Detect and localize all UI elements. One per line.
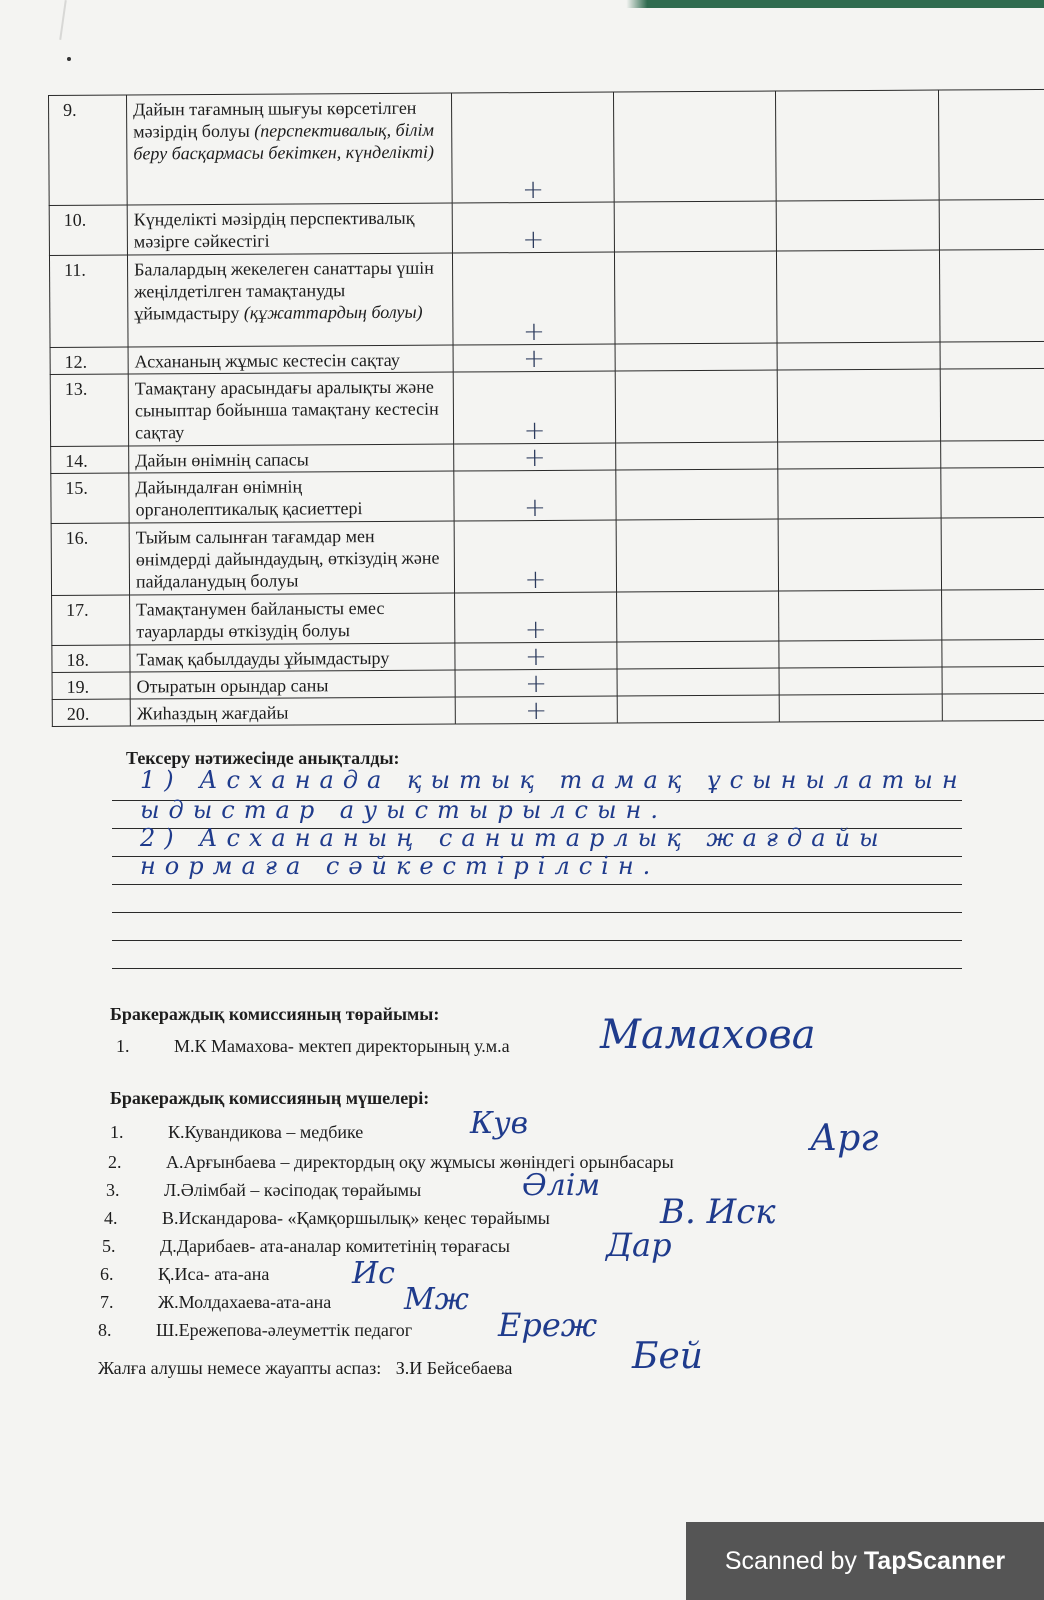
row-criterion <box>130 643 455 672</box>
member-number: 8. <box>98 1320 112 1340</box>
empty-cell <box>941 440 1044 468</box>
criterion-text: Дайын тағамның шығуы көрсетілген мәзірдің болуы <box>133 97 417 142</box>
criterion-note: (құжаттардың болуы) <box>243 301 423 323</box>
member-name: К.Кувандикова – медбике <box>168 1122 364 1142</box>
criterion-text: Асхананың жұмыс кестесін сақтау <box>134 349 400 372</box>
handwritten-finding: 1) Асханада қытық тамақ ұсынылатын <box>140 766 967 794</box>
check-mark: + <box>455 696 617 724</box>
row-number: 20. <box>52 699 130 726</box>
row-number: 18. <box>52 645 130 672</box>
chair-title: Бракераждық комиссияның төрайымы: <box>110 1004 440 1024</box>
criterion-text: Дайындалған өнімнің органолептикалық қасиеттері <box>135 476 363 520</box>
empty-cell <box>938 89 1044 200</box>
empty-cell <box>939 249 1044 342</box>
check-mark: + <box>452 202 614 253</box>
row-number: 9. <box>49 95 128 205</box>
row-number: 14. <box>51 446 129 473</box>
empty-cell <box>779 667 942 695</box>
table-row <box>49 199 1044 255</box>
criterion-text: Тыйым салынған тағамдар мен өнімдерді дайындаудың, өткізудің және пайдаланудың болуы <box>135 526 440 592</box>
check-mark: + <box>453 344 615 372</box>
check-mark: + <box>453 371 615 444</box>
empty-cell <box>942 589 1044 640</box>
empty-cell <box>776 250 940 343</box>
chair-number: 1. <box>116 1036 130 1056</box>
top-green-strip <box>0 0 1044 8</box>
empty-cell <box>615 343 777 371</box>
scanner-prefix: Scanned by <box>724 1547 857 1575</box>
check-mark: + <box>455 642 617 670</box>
empty-cell <box>614 201 776 252</box>
member-name: Ж.Молдахаева-ата-ана <box>158 1292 332 1312</box>
row-criterion <box>130 670 455 699</box>
responsible-line <box>98 1358 512 1379</box>
row-criterion <box>129 521 454 595</box>
member-number: 1. <box>110 1122 124 1142</box>
ruled-line <box>112 968 962 969</box>
empty-cell <box>616 442 778 470</box>
member-signature: Арг <box>810 1118 879 1159</box>
empty-cell <box>942 639 1044 667</box>
empty-cell <box>617 695 779 723</box>
row-criterion <box>129 471 454 523</box>
member-name: Ш.Ережепова-әлеуметтік педагог <box>156 1320 413 1340</box>
row-number: 15. <box>51 473 129 523</box>
check-mark: + <box>451 92 614 203</box>
row-criterion <box>129 444 454 473</box>
row-criterion <box>128 372 453 446</box>
row-criterion <box>127 203 452 255</box>
member-number: 6. <box>100 1264 114 1284</box>
empty-cell <box>775 90 939 201</box>
member-name: Л.Әлімбай – кәсіподақ төрайымы <box>164 1180 422 1200</box>
check-mark: + <box>455 592 617 643</box>
ruled-line <box>112 912 962 913</box>
member-number: 7. <box>100 1292 114 1312</box>
member-signature: Кув <box>470 1106 529 1141</box>
check-mark: + <box>455 669 617 697</box>
empty-cell <box>941 467 1044 518</box>
criterion-text: Жиһаздың жағдайы <box>136 702 289 724</box>
empty-cell <box>778 518 941 591</box>
empty-cell <box>779 640 942 668</box>
criterion-text: Тамақтану арасындағы аралықты және сыныптар бойынша тамақтану кестесін сақтау <box>134 376 439 443</box>
member-signature: Әлім <box>522 1168 601 1203</box>
member-signature: Ереж <box>498 1306 598 1344</box>
checklist-table <box>48 89 1044 727</box>
row-criterion <box>128 345 453 374</box>
row-number: 16. <box>51 523 129 595</box>
member-number: 4. <box>104 1208 118 1228</box>
ruled-line <box>112 940 962 941</box>
table-row <box>50 368 1044 446</box>
empty-cell <box>617 641 779 669</box>
criterion-text: Күнделікті мәзірдің перспективалық мәзірге сәйкестігі <box>133 207 415 252</box>
criterion-text: Балалардың жекелеген санаттары үшін жеңілдетілген тамақтануды ұйымдастыру <box>134 257 434 324</box>
responsible-label: Жалға алушы немесе жауапты аспаз: <box>98 1358 382 1378</box>
row-number: 11. <box>49 255 128 347</box>
row-criterion <box>130 697 455 726</box>
member-signature: Ис <box>352 1256 395 1291</box>
empty-cell <box>939 199 1044 250</box>
check-mark: + <box>452 252 615 345</box>
handwritten-finding: 2) Асхананың санитарлық жағдайы <box>140 824 888 852</box>
member-number: 3. <box>106 1180 120 1200</box>
criterion-text: Отыратын орындар саны <box>136 675 329 697</box>
row-number: 10. <box>49 205 127 255</box>
handwritten-finding: ыдыстар ауыстырылсын. <box>140 796 667 824</box>
empty-cell <box>942 693 1044 721</box>
row-criterion <box>127 253 453 347</box>
empty-cell <box>776 200 939 251</box>
table-row <box>49 249 1044 347</box>
row-criterion <box>127 93 453 205</box>
member-name: А.Арғынбаева – директордың оқу жұмысы жөніндегі орынбасары <box>166 1152 674 1172</box>
empty-cell <box>613 91 776 202</box>
row-number: 13. <box>50 374 128 446</box>
member-number: 2. <box>108 1152 122 1172</box>
empty-cell <box>940 341 1044 369</box>
empty-cell <box>942 666 1044 694</box>
row-number: 12. <box>50 347 128 374</box>
empty-cell <box>940 368 1044 441</box>
empty-cell <box>617 591 779 642</box>
empty-cell <box>777 369 940 442</box>
criterion-text: Дайын өнімнің сапасы <box>135 449 309 471</box>
empty-cell <box>779 694 942 722</box>
scanner-brand: TapScanner <box>863 1547 1006 1575</box>
criterion-text: Тамақ қабылдауды ұйымдастыру <box>136 647 390 670</box>
table-row <box>49 89 1044 205</box>
member-signature: Мж <box>404 1282 469 1317</box>
member-name: Қ.Иса- ата-ана <box>158 1264 270 1284</box>
row-criterion <box>130 593 455 645</box>
criterion-note: (перспективалық, білім беру басқармасы бекіткен, күнделікті) <box>133 119 435 164</box>
table-row <box>51 517 1044 595</box>
check-mark: + <box>454 470 616 521</box>
criterion-text: Тамақтанумен байланысты емес тауарларды өткізудің болуы <box>136 597 385 642</box>
table-row <box>52 693 1044 726</box>
scanner-watermark <box>686 1522 1044 1600</box>
empty-cell <box>777 342 940 370</box>
members-title: Бракераждық комиссияның мүшелері: <box>110 1088 430 1108</box>
empty-cell <box>615 370 777 443</box>
ruled-line <box>112 884 962 885</box>
row-number: 17. <box>52 595 130 645</box>
findings-title: Тексеру нәтижесінде анықталды: <box>126 748 400 768</box>
responsible-name: З.И Бейсебаева <box>395 1358 513 1378</box>
empty-cell <box>778 441 941 469</box>
table-row <box>51 467 1044 523</box>
empty-cell <box>616 469 778 520</box>
check-mark: + <box>454 443 616 471</box>
row-number: 19. <box>52 672 130 699</box>
table-row <box>52 589 1044 645</box>
chair-name: М.К Мамахова- мектеп директорының у.м.а <box>174 1036 510 1056</box>
punch-dot <box>67 57 71 61</box>
chair-signature: Мамахова <box>600 1012 816 1058</box>
member-number: 5. <box>102 1236 116 1256</box>
member-signature: В. Иск <box>660 1192 776 1232</box>
empty-cell <box>616 519 778 592</box>
empty-cell <box>778 468 941 519</box>
empty-cell <box>941 517 1044 590</box>
member-signature: Дар <box>606 1226 672 1264</box>
check-mark: + <box>454 520 616 593</box>
handwritten-finding: нормаға сәйкестірілсін. <box>140 852 660 880</box>
empty-cell <box>617 668 779 696</box>
member-name: Д.Дарибаев- ата-аналар комитетінің төрағасы <box>160 1236 510 1256</box>
responsible-signature: Бей <box>632 1336 703 1377</box>
empty-cell <box>614 251 777 344</box>
member-name: В.Искандарова- «Қамқоршылық» кеңес төрайымы <box>162 1208 550 1228</box>
empty-cell <box>779 590 942 641</box>
